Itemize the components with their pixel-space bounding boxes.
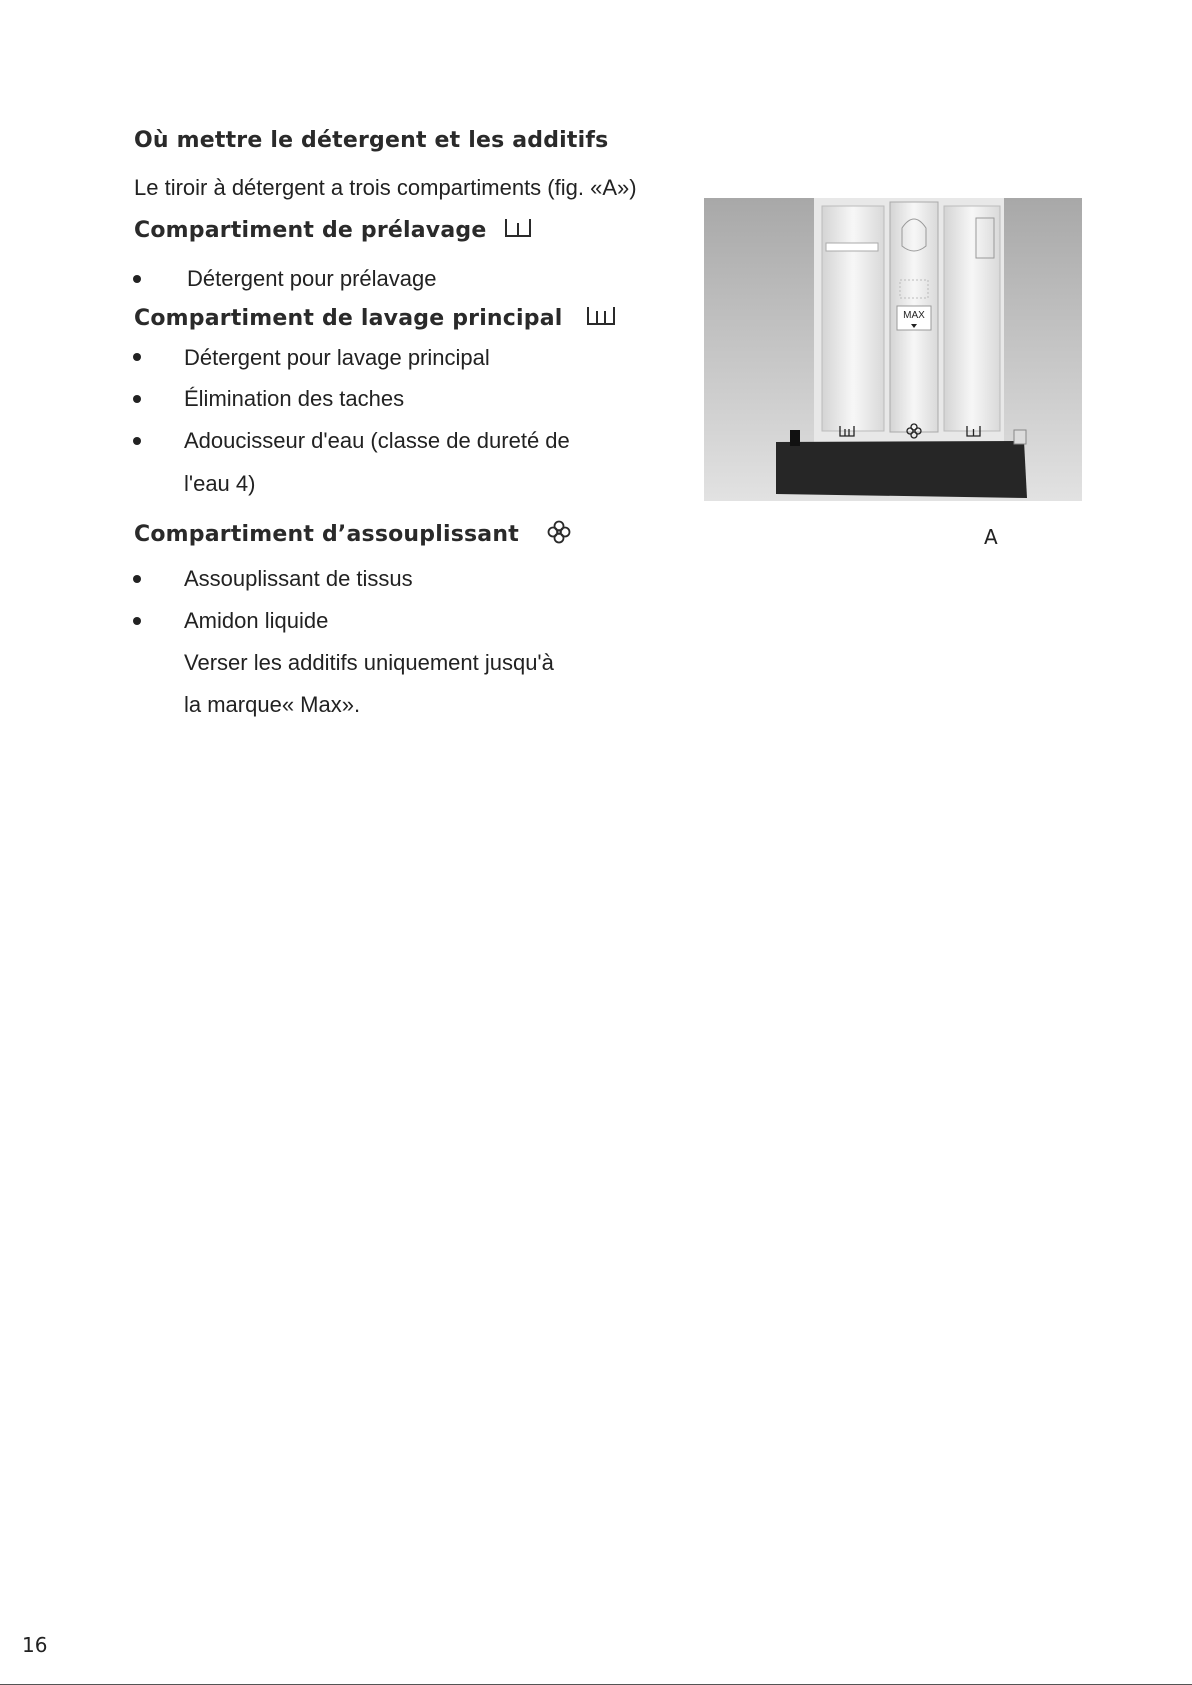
bullet-icon xyxy=(133,353,141,361)
max-marker: MAX xyxy=(903,310,925,321)
list-item-continuation: l'eau 4) xyxy=(184,471,256,496)
intro-text: Le tiroir à détergent a trois compartiments (fig. «A») xyxy=(134,175,637,200)
list-item: Adoucisseur d'eau (classe de dureté de xyxy=(184,428,570,453)
section-main-wash-heading xyxy=(134,305,616,333)
main-wash-icon xyxy=(586,305,616,333)
prewash-icon xyxy=(504,217,532,245)
bullet-icon xyxy=(133,395,141,403)
note-line: la marque« Max». xyxy=(184,692,361,717)
softener-flower-icon xyxy=(547,520,571,550)
section-main-wash-title: Compartiment de lavage principal xyxy=(134,306,563,331)
bullet-icon xyxy=(133,617,141,625)
page-title: Où mettre le détergent et les additifs xyxy=(134,128,609,153)
list-item: Détergent pour prélavage xyxy=(187,266,437,291)
list-item: Amidon liquide xyxy=(184,608,329,633)
list-item: Détergent pour lavage principal xyxy=(184,345,490,370)
section-softener-title: Compartiment d’assouplissant xyxy=(134,522,519,547)
list-item: Assouplissant de tissus xyxy=(184,566,413,591)
section-softener-heading xyxy=(134,520,571,550)
bullet-icon xyxy=(133,575,141,583)
figure-label: A xyxy=(984,525,998,549)
detergent-drawer-figure xyxy=(704,198,1082,501)
page-number: 16 xyxy=(22,1633,48,1657)
note-line: Verser les additifs uniquement jusqu'à xyxy=(184,650,554,675)
section-prewash-title: Compartiment de prélavage xyxy=(134,218,487,243)
bullet-icon xyxy=(133,437,141,445)
section-prewash-heading xyxy=(134,217,532,245)
list-item: Élimination des taches xyxy=(184,386,405,411)
bullet-icon xyxy=(133,275,141,283)
